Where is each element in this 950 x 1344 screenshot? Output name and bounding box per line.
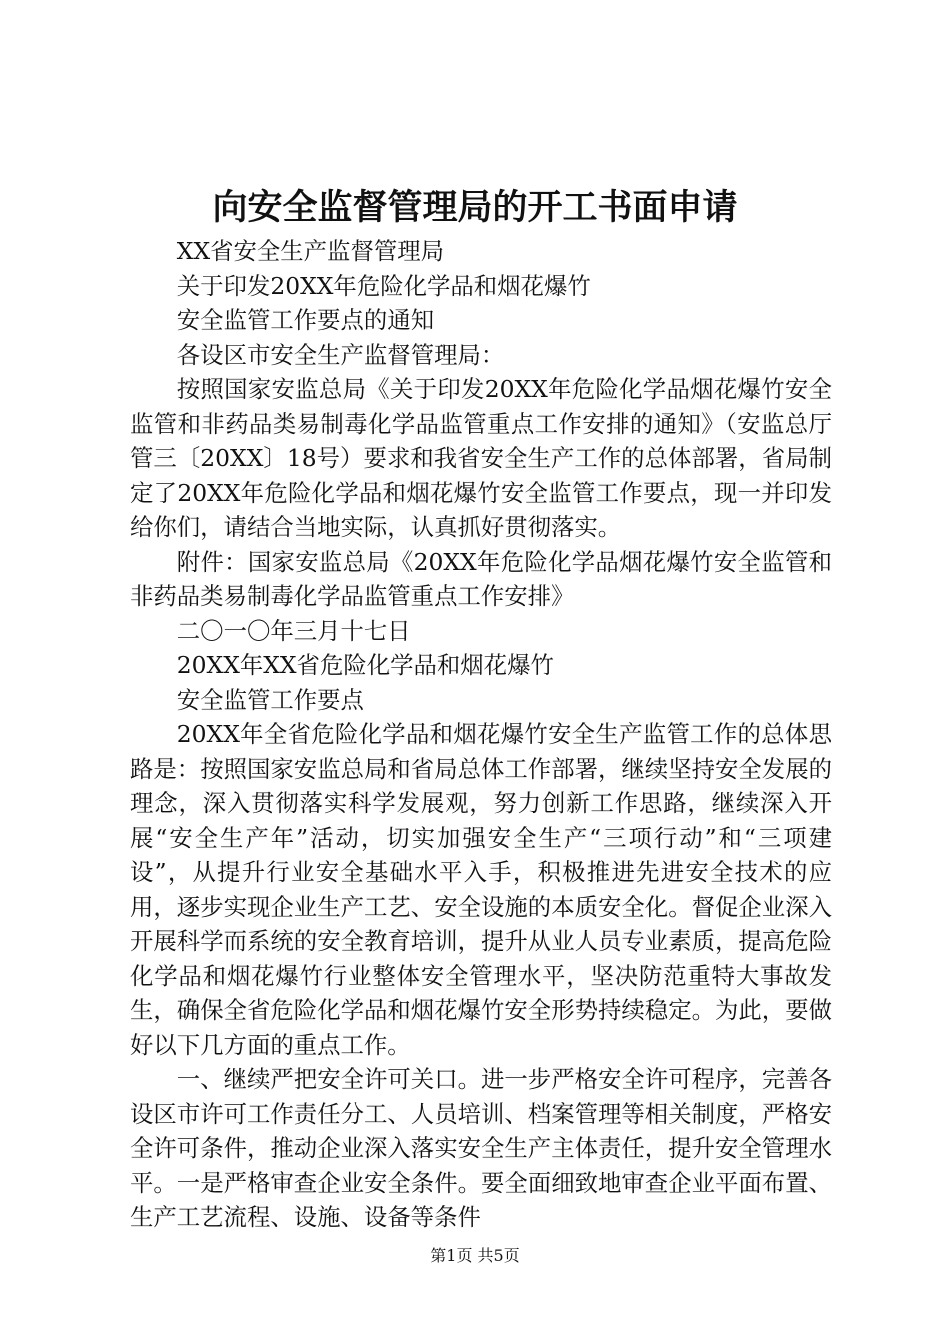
paragraph-org-name: XX省安全生产监督管理局: [176, 237, 445, 265]
paragraph-notice-title-line2: 安全监管工作要点的通知: [176, 306, 435, 334]
paragraph-notice-body: 按照国家安监总局《关于印发20XX年危险化学品烟花爆竹安全监管和非药品类易制毒化学品监管重点工作安排的通知》（安监总厅管三〔20XX〕18号）要求和我省安全生产工作的总体部署，省局制定了20XX年危险化学品和烟花爆竹安全监管工作要点，现一并印发给你们，请结合当地实际，认真抓好贯彻落实。: [130, 375, 832, 541]
document-title: 向安全监督管理局的开工书面申请: [212, 187, 738, 228]
paragraph-section-title-line1: 20XX年XX省危险化学品和烟花爆竹: [176, 651, 554, 679]
page-number-footer: 第1页 共5页: [430, 1246, 520, 1265]
document-body: [130, 234, 832, 1235]
paragraph-notice-title-line1: 关于印发20XX年危险化学品和烟花爆竹: [176, 271, 591, 300]
paragraph-overall-approach: 20XX年全省危险化学品和烟花爆竹安全生产监管工作的总体思路是：按照国家安监总局和省局总体工作部署，继续坚持安全发展的理念，深入贯彻落实科学发展观，努力创新工作思路，继续深入开展“安全生产年”活动，切实加强安全生产“三项行动”和“三项建设”，从提升行业安全基础水平入手，积极推进先进安全技术的应用，逐步实现企业生产工艺、安全设施的本质安全化。督促企业深入开展科学而系统的安全教育培训，提升从业人员专业素质，提高危险化学品和烟花爆竹行业整体安全管理水平，坚决防范重特大事故发生，确保全省危险化学品和烟花爆竹安全形势持续稳定。为此，要做好以下几方面的重点工作。: [130, 720, 832, 1059]
paragraph-item-one: 一、继续严把安全许可关口。进一步严格安全许可程序，完善各设区市许可工作责任分工、人员培训、档案管理等相关制度，严格安全许可条件，推动企业深入落实安全生产主体责任，提升安全管理水平。一是严格审查企业安全条件。要全面细致地审查企业平面布置、生产工艺流程、设施、设备等条件: [130, 1065, 832, 1231]
paragraph-section-title-line2: 安全监管工作要点: [176, 685, 364, 714]
paragraph-attachment: 附件：国家安监总局《20XX年危险化学品烟花爆竹安全监管和非药品类易制毒化学品监管重点工作安排》: [130, 547, 832, 610]
paragraph-date: 二〇一〇年三月十七日: [176, 616, 411, 645]
paragraph-addressee: 各设区市安全生产监督管理局：: [176, 340, 505, 369]
